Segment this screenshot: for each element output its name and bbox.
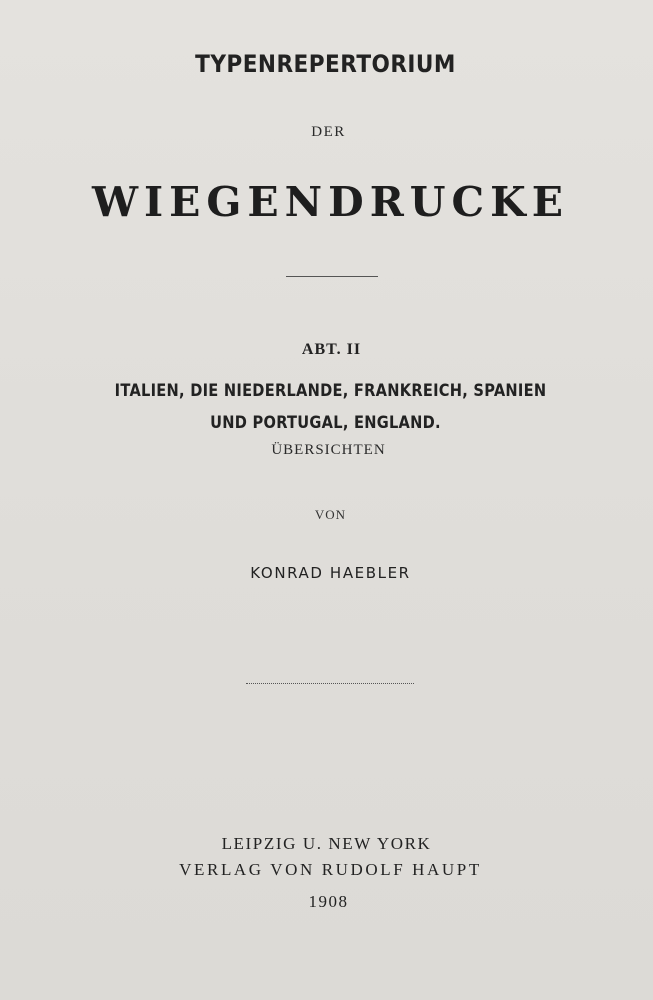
subtitle-uebersichten: ÜBERSICHTEN <box>271 442 386 458</box>
subtitle-countries-line-2: UND PORTUGAL, ENGLAND. <box>210 413 441 433</box>
title-wiegendrucke: WIEGENDRUCKE <box>91 178 570 226</box>
imprint-publisher: VERLAG VON RUDOLF HAUPT <box>179 860 482 879</box>
title-der: DER <box>311 124 346 140</box>
imprint-year: 1908 <box>308 892 349 911</box>
title-typenrepertorium: TYPENREPERTORIUM <box>195 50 456 78</box>
divider-rule-dotted <box>246 683 414 684</box>
subtitle-countries-line-1: ITALIEN, DIE NIEDERLANDE, FRANKREICH, SPANIEN <box>114 381 547 401</box>
by-label: VON <box>314 507 347 522</box>
imprint-place: LEIPZIG U. NEW YORK <box>221 834 432 853</box>
author-name: KONRAD HAEBLER <box>250 564 411 582</box>
section-label: ABT. II <box>301 341 362 358</box>
divider-rule-top <box>286 276 378 277</box>
